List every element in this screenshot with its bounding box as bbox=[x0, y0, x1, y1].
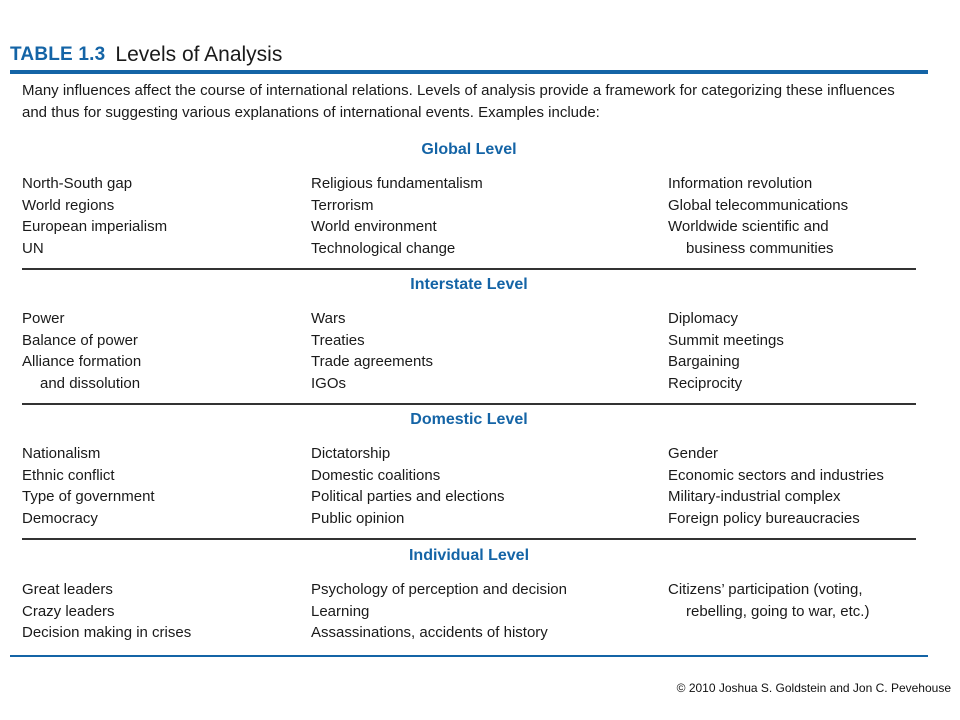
list-item: rebelling, going to war, etc.) bbox=[686, 602, 870, 620]
individual-col-1 bbox=[22, 579, 191, 644]
list-item: Information revolution bbox=[668, 175, 813, 192]
list-item: Assassinations, accidents of history bbox=[311, 624, 548, 642]
table-title bbox=[10, 40, 282, 70]
list-item: Domestic coalitions bbox=[311, 466, 441, 484]
list-item: Democracy bbox=[22, 509, 98, 527]
interstate-col-2 bbox=[311, 308, 433, 394]
list-item: Learning bbox=[311, 602, 370, 620]
section-heading-global: Global Level bbox=[421, 141, 517, 158]
list-item: European imperialism bbox=[22, 218, 168, 236]
list-item: Worldwide scientific and bbox=[668, 218, 829, 236]
list-item: Foreign policy bureaucracies bbox=[668, 509, 860, 527]
list-item: and dissolution bbox=[40, 374, 141, 392]
list-item: Technological change bbox=[311, 239, 456, 257]
list-item: Gender bbox=[668, 445, 719, 462]
list-item: Public opinion bbox=[311, 509, 405, 527]
list-item: Alliance formation bbox=[22, 353, 142, 371]
list-item: Political parties and elections bbox=[311, 488, 505, 506]
global-col-2 bbox=[311, 173, 483, 259]
global-col-1 bbox=[22, 173, 167, 259]
section-divider bbox=[22, 538, 916, 540]
list-item: North-South gap bbox=[22, 175, 133, 192]
domestic-col-2 bbox=[311, 443, 504, 529]
list-item: Type of government bbox=[22, 488, 155, 506]
intro-paragraph: Many influences affect the course of international relations. Levels of analysis provide a framework for categorizing these influences and thus for suggesting various explanations of international events. Examples include: bbox=[22, 82, 895, 121]
list-item: Dictatorship bbox=[311, 445, 391, 462]
list-item: Decision making in crises bbox=[22, 624, 192, 642]
list-item: Global telecommunications bbox=[668, 196, 849, 214]
list-item: Crazy leaders bbox=[22, 602, 115, 620]
list-item: business communities bbox=[686, 239, 834, 257]
individual-col-2 bbox=[311, 579, 567, 644]
list-item: Citizens’ participation (voting, bbox=[668, 581, 863, 598]
list-item: Reciprocity bbox=[668, 374, 743, 392]
list-item: World environment bbox=[311, 218, 437, 236]
title-rule bbox=[10, 70, 928, 74]
list-item: Power bbox=[22, 310, 65, 327]
list-item: Balance of power bbox=[22, 331, 138, 349]
list-item: Treaties bbox=[311, 331, 365, 349]
list-item: UN bbox=[22, 239, 44, 257]
interstate-col-1 bbox=[22, 308, 141, 394]
list-item: Nationalism bbox=[22, 445, 101, 462]
section-heading-individual: Individual Level bbox=[408, 547, 530, 564]
section-divider bbox=[22, 268, 916, 270]
list-item: Psychology of perception and decision bbox=[311, 581, 567, 598]
copyright-notice: © 2010 Joshua S. Goldstein and Jon C. Pevehouse bbox=[676, 681, 951, 695]
list-item: Great leaders bbox=[22, 581, 113, 598]
list-item: Bargaining bbox=[668, 353, 740, 371]
list-item: Summit meetings bbox=[668, 331, 784, 349]
list-item: IGOs bbox=[311, 374, 347, 392]
table-title-text: Levels of Analysis bbox=[115, 43, 283, 66]
table-bottom-rule bbox=[10, 655, 928, 657]
section-divider bbox=[22, 403, 916, 405]
table-number: TABLE 1.3 bbox=[10, 44, 106, 65]
list-item: Ethnic conflict bbox=[22, 466, 115, 484]
list-item: Wars bbox=[311, 310, 346, 327]
global-col-3 bbox=[668, 173, 848, 259]
list-item: Economic sectors and industries bbox=[668, 466, 884, 484]
list-item: Military-industrial complex bbox=[668, 488, 841, 506]
section-heading-domestic: Domestic Level bbox=[410, 411, 528, 428]
domestic-col-3 bbox=[668, 443, 884, 529]
list-item: Religious fundamentalism bbox=[311, 175, 483, 192]
individual-col-3 bbox=[668, 579, 869, 622]
domestic-col-1 bbox=[22, 443, 155, 529]
list-item: Trade agreements bbox=[311, 353, 434, 371]
list-item: World regions bbox=[22, 196, 115, 214]
interstate-col-3 bbox=[668, 308, 784, 394]
section-heading-interstate: Interstate Level bbox=[410, 276, 528, 293]
list-item: Diplomacy bbox=[668, 310, 739, 327]
list-item: Terrorism bbox=[311, 196, 374, 214]
